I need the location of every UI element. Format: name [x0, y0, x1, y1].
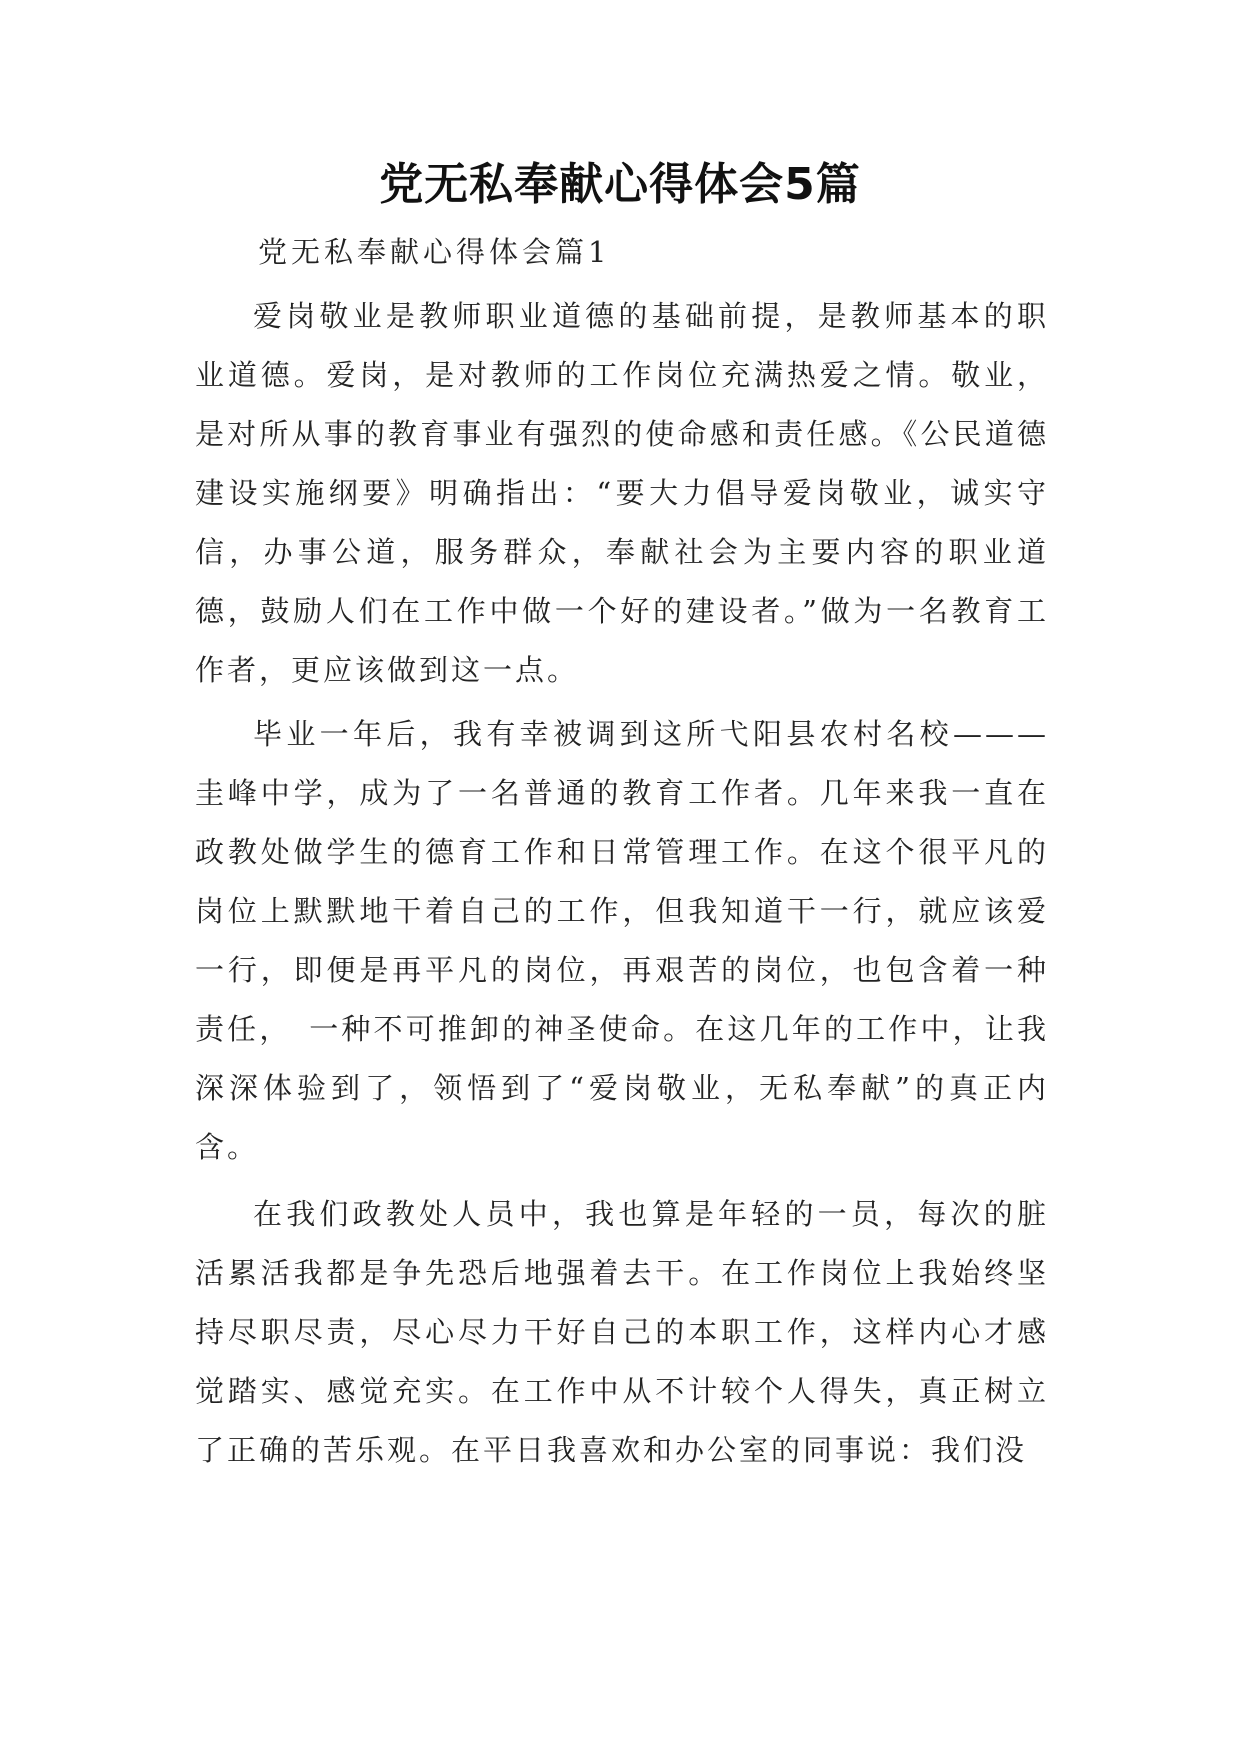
document-title: 党无私奉献心得体会5篇: [379, 159, 861, 210]
paragraph-1: 爱岗敬业是教师职业道德的基础前提，是教师基本的职业道德。爱岗，是对教师的工作岗位充满热爱之情。敬业，是对所从事的教育事业有强烈的使命感和责任感。《公民道德建设实施纲要》明确指出：“要大力倡导爱岗敬业，诚实守信，办事公道，服务群众，奉献社会为主要内容的职业道德，鼓励人们在工作中做一个好的建设者。”做为一名教育工作者，更应该做到这一点。: [195, 299, 1049, 687]
paragraph-2: 毕业一年后，我有幸被调到这所弋阳县农村名校———圭峰中学，成为了一名普通的教育工作者。几年来我一直在政教处做学生的德育工作和日常管理工作。在这个很平凡的岗位上默默地干着自己的工作，但我知道干一行，就应该爱一行，即便是再平凡的岗位，再艰苦的岗位，也包含着一种责任， 一种不可推卸的神圣使命。在这几年的工作中，让我深深体验到了，领悟到了“爱岗敬业，无私奉献”的真正内含。: [195, 717, 1049, 1164]
section-heading: 党无私奉献心得体会篇1: [258, 235, 611, 269]
paragraph-3: 在我们政教处人员中，我也算是年轻的一员，每次的脏活累活我都是争先恐后地强着去干。在工作岗位上我始终坚持尽职尽责，尽心尽力干好自己的本职工作，这样内心才感觉踏实、感觉充实。在工作中从不计较个人得失，真正树立了正确的苦乐观。在平日我喜欢和办公室的同事说：我们没: [195, 1197, 1049, 1467]
